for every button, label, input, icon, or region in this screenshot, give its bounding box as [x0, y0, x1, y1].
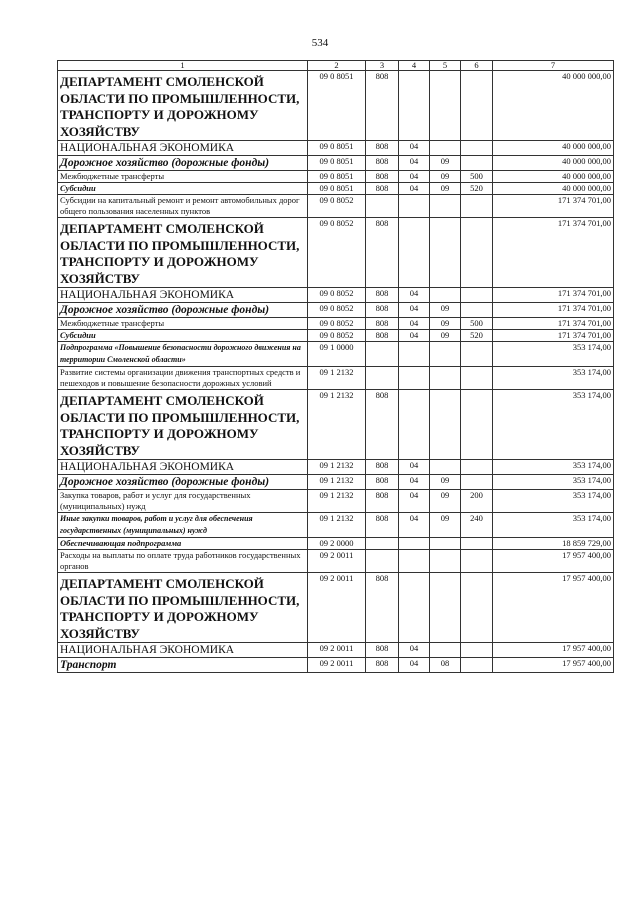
- row-amount-cell: 353 174,00: [493, 460, 614, 475]
- row-amount-cell: 40 000 000,00: [493, 183, 614, 195]
- row-col3-cell: 808: [366, 218, 399, 288]
- row-col4-cell: 04: [399, 475, 430, 490]
- row-col3-cell: 808: [366, 658, 399, 673]
- row-name-cell: Обеспечивающая подпрограмма: [58, 538, 308, 550]
- row-name-cell: Развитие системы организации движения транспортных средств и пешеходов и повышение безопасности дорожных условий: [58, 367, 308, 390]
- row-col4-cell: 04: [399, 303, 430, 318]
- row-name-cell: НАЦИОНАЛЬНАЯ ЭКОНОМИКА: [58, 460, 308, 475]
- row-col6-cell: [461, 141, 493, 156]
- row-name-cell: Подпрограмма «Повышение безопасности дорожного движения на территории Смоленской области»: [58, 342, 308, 367]
- row-col3-cell: 808: [366, 573, 399, 643]
- row-amount-cell: 353 174,00: [493, 513, 614, 538]
- col-header-3: 3: [366, 61, 399, 71]
- row-col6-cell: [461, 342, 493, 367]
- row-code-cell: 09 1 2132: [308, 475, 366, 490]
- row-code-cell: 09 0 8052: [308, 288, 366, 303]
- row-col4-cell: 04: [399, 171, 430, 183]
- row-code-cell: 09 2 0011: [308, 658, 366, 673]
- row-col6-cell: 500: [461, 318, 493, 330]
- row-code-cell: 09 1 0000: [308, 342, 366, 367]
- row-amount-cell: 40 000 000,00: [493, 141, 614, 156]
- row-col6-cell: [461, 475, 493, 490]
- table-row: [58, 342, 614, 367]
- row-col3-cell: 808: [366, 390, 399, 460]
- row-col4-cell: 04: [399, 318, 430, 330]
- row-col5-cell: 08: [430, 658, 461, 673]
- row-col3-cell: [366, 342, 399, 367]
- row-code-cell: 09 0 8051: [308, 156, 366, 171]
- row-col3-cell: 808: [366, 141, 399, 156]
- row-code-cell: 09 0 8051: [308, 141, 366, 156]
- row-code-cell: 09 0 8052: [308, 218, 366, 288]
- table-row: [58, 303, 614, 318]
- row-col4-cell: [399, 218, 430, 288]
- row-name-cell: ДЕПАРТАМЕНТ СМОЛЕНСКОЙ ОБЛАСТИ ПО ПРОМЫШЛЕННОСТИ, ТРАНСПОРТУ И ДОРОЖНОМУ ХОЗЯЙСТВУ: [58, 390, 308, 460]
- row-col4-cell: 04: [399, 288, 430, 303]
- table-row: [58, 141, 614, 156]
- table-body: [58, 71, 614, 673]
- header-row: [58, 61, 614, 71]
- row-col5-cell: [430, 550, 461, 573]
- row-col4-cell: 04: [399, 460, 430, 475]
- row-col5-cell: 09: [430, 475, 461, 490]
- row-col5-cell: 09: [430, 183, 461, 195]
- row-col6-cell: [461, 156, 493, 171]
- table-row: [58, 475, 614, 490]
- row-col3-cell: 808: [366, 513, 399, 538]
- row-col5-cell: 09: [430, 330, 461, 342]
- row-col5-cell: [430, 342, 461, 367]
- row-col5-cell: 09: [430, 513, 461, 538]
- row-col3-cell: 808: [366, 318, 399, 330]
- row-col3-cell: [366, 538, 399, 550]
- row-code-cell: 09 1 2132: [308, 390, 366, 460]
- row-col3-cell: 808: [366, 303, 399, 318]
- row-name-cell: Субсидии: [58, 183, 308, 195]
- row-name-cell: Расходы на выплаты по оплате труда работников государственных органов: [58, 550, 308, 573]
- row-col5-cell: [430, 218, 461, 288]
- row-col6-cell: 200: [461, 490, 493, 513]
- row-col4-cell: 04: [399, 643, 430, 658]
- row-amount-cell: 17 957 400,00: [493, 550, 614, 573]
- row-col4-cell: [399, 550, 430, 573]
- table-row: [58, 171, 614, 183]
- row-name-cell: Субсидии: [58, 330, 308, 342]
- row-name-cell: Дорожное хозяйство (дорожные фонды): [58, 303, 308, 318]
- row-col6-cell: [461, 643, 493, 658]
- table-row: [58, 318, 614, 330]
- table-row: [58, 490, 614, 513]
- row-amount-cell: 353 174,00: [493, 390, 614, 460]
- row-col3-cell: 808: [366, 71, 399, 141]
- row-name-cell: НАЦИОНАЛЬНАЯ ЭКОНОМИКА: [58, 643, 308, 658]
- row-amount-cell: 18 859 729,00: [493, 538, 614, 550]
- row-code-cell: 09 0 8052: [308, 195, 366, 218]
- col-header-1: 1: [58, 61, 308, 71]
- row-code-cell: 09 1 2132: [308, 367, 366, 390]
- row-amount-cell: 353 174,00: [493, 342, 614, 367]
- col-header-4: 4: [399, 61, 430, 71]
- row-col4-cell: 04: [399, 490, 430, 513]
- row-col3-cell: 808: [366, 475, 399, 490]
- row-col5-cell: [430, 195, 461, 218]
- row-col6-cell: [461, 195, 493, 218]
- row-col3-cell: 808: [366, 183, 399, 195]
- row-name-cell: Межбюджетные трансферты: [58, 171, 308, 183]
- row-code-cell: 09 2 0011: [308, 550, 366, 573]
- row-amount-cell: 17 957 400,00: [493, 643, 614, 658]
- row-amount-cell: 171 374 701,00: [493, 303, 614, 318]
- row-col3-cell: 808: [366, 156, 399, 171]
- row-col4-cell: [399, 71, 430, 141]
- row-col6-cell: [461, 288, 493, 303]
- row-amount-cell: 171 374 701,00: [493, 218, 614, 288]
- row-col4-cell: [399, 538, 430, 550]
- table-row: [58, 195, 614, 218]
- table-row: [58, 460, 614, 475]
- row-name-cell: НАЦИОНАЛЬНАЯ ЭКОНОМИКА: [58, 288, 308, 303]
- row-col4-cell: 04: [399, 156, 430, 171]
- row-col5-cell: [430, 141, 461, 156]
- page-number: 534: [311, 37, 329, 49]
- row-name-cell: ДЕПАРТАМЕНТ СМОЛЕНСКОЙ ОБЛАСТИ ПО ПРОМЫШЛЕННОСТИ, ТРАНСПОРТУ И ДОРОЖНОМУ ХОЗЯЙСТВУ: [58, 573, 308, 643]
- row-col5-cell: [430, 573, 461, 643]
- budget-table: [57, 60, 614, 673]
- table-row: [58, 573, 614, 643]
- row-name-cell: Транспорт: [58, 658, 308, 673]
- row-col6-cell: 520: [461, 330, 493, 342]
- col-header-7: 7: [493, 61, 614, 71]
- row-code-cell: 09 2 0011: [308, 643, 366, 658]
- row-code-cell: 09 2 0011: [308, 573, 366, 643]
- row-code-cell: 09 0 8052: [308, 330, 366, 342]
- row-col5-cell: 09: [430, 156, 461, 171]
- table-row: [58, 538, 614, 550]
- row-code-cell: 09 0 8051: [308, 183, 366, 195]
- row-col6-cell: [461, 658, 493, 673]
- row-col3-cell: 808: [366, 171, 399, 183]
- table-row: [58, 367, 614, 390]
- table-row: [58, 183, 614, 195]
- row-col5-cell: [430, 367, 461, 390]
- row-name-cell: Дорожное хозяйство (дорожные фонды): [58, 156, 308, 171]
- col-header-2: 2: [308, 61, 366, 71]
- row-name-cell: Межбюджетные трансферты: [58, 318, 308, 330]
- row-code-cell: 09 0 8052: [308, 318, 366, 330]
- row-code-cell: 09 0 8051: [308, 171, 366, 183]
- row-name-cell: ДЕПАРТАМЕНТ СМОЛЕНСКОЙ ОБЛАСТИ ПО ПРОМЫШЛЕННОСТИ, ТРАНСПОРТУ И ДОРОЖНОМУ ХОЗЯЙСТВУ: [58, 218, 308, 288]
- row-col3-cell: [366, 195, 399, 218]
- row-amount-cell: 40 000 000,00: [493, 71, 614, 141]
- row-col4-cell: [399, 390, 430, 460]
- table-row: [58, 71, 614, 141]
- row-col3-cell: 808: [366, 460, 399, 475]
- row-col6-cell: [461, 71, 493, 141]
- row-amount-cell: 171 374 701,00: [493, 288, 614, 303]
- row-col5-cell: [430, 538, 461, 550]
- row-col4-cell: [399, 342, 430, 367]
- row-code-cell: 09 0 8051: [308, 71, 366, 141]
- row-col5-cell: [430, 390, 461, 460]
- table-row: [58, 390, 614, 460]
- row-amount-cell: 17 957 400,00: [493, 658, 614, 673]
- row-amount-cell: 353 174,00: [493, 367, 614, 390]
- row-col6-cell: 500: [461, 171, 493, 183]
- row-col3-cell: 808: [366, 643, 399, 658]
- table-row: [58, 513, 614, 538]
- row-amount-cell: 17 957 400,00: [493, 573, 614, 643]
- row-col5-cell: 09: [430, 303, 461, 318]
- row-col4-cell: [399, 195, 430, 218]
- row-name-cell: Субсидии на капитальный ремонт и ремонт автомобильных дорог общего пользования населенных пунктов: [58, 195, 308, 218]
- table-row: [58, 658, 614, 673]
- row-col6-cell: 240: [461, 513, 493, 538]
- row-col3-cell: 808: [366, 288, 399, 303]
- row-col5-cell: 09: [430, 318, 461, 330]
- row-name-cell: НАЦИОНАЛЬНАЯ ЭКОНОМИКА: [58, 141, 308, 156]
- row-col6-cell: [461, 303, 493, 318]
- row-col5-cell: [430, 288, 461, 303]
- table-row: [58, 288, 614, 303]
- row-col4-cell: 04: [399, 330, 430, 342]
- row-name-cell: ДЕПАРТАМЕНТ СМОЛЕНСКОЙ ОБЛАСТИ ПО ПРОМЫШЛЕННОСТИ, ТРАНСПОРТУ И ДОРОЖНОМУ ХОЗЯЙСТВУ: [58, 71, 308, 141]
- row-amount-cell: 40 000 000,00: [493, 171, 614, 183]
- table-row: [58, 550, 614, 573]
- row-col5-cell: 09: [430, 171, 461, 183]
- row-col4-cell: 04: [399, 183, 430, 195]
- row-col6-cell: 520: [461, 183, 493, 195]
- col-header-5: 5: [430, 61, 461, 71]
- row-col4-cell: 04: [399, 513, 430, 538]
- row-amount-cell: 353 174,00: [493, 490, 614, 513]
- row-amount-cell: 171 374 701,00: [493, 330, 614, 342]
- row-col6-cell: [461, 573, 493, 643]
- row-amount-cell: 171 374 701,00: [493, 318, 614, 330]
- row-col3-cell: 808: [366, 330, 399, 342]
- row-col3-cell: 808: [366, 490, 399, 513]
- row-col4-cell: 04: [399, 658, 430, 673]
- row-col4-cell: [399, 367, 430, 390]
- row-code-cell: 09 1 2132: [308, 490, 366, 513]
- table-row: [58, 330, 614, 342]
- row-col5-cell: [430, 643, 461, 658]
- row-col4-cell: 04: [399, 141, 430, 156]
- row-code-cell: 09 0 8052: [308, 303, 366, 318]
- table-row: [58, 156, 614, 171]
- row-name-cell: Иные закупки товаров, работ и услуг для обеспечения государственных (муниципальных) нужд: [58, 513, 308, 538]
- row-amount-cell: 40 000 000,00: [493, 156, 614, 171]
- row-col6-cell: [461, 367, 493, 390]
- row-col6-cell: [461, 390, 493, 460]
- row-name-cell: Дорожное хозяйство (дорожные фонды): [58, 475, 308, 490]
- row-col6-cell: [461, 538, 493, 550]
- row-amount-cell: 171 374 701,00: [493, 195, 614, 218]
- row-col6-cell: [461, 460, 493, 475]
- row-col3-cell: [366, 367, 399, 390]
- row-col3-cell: [366, 550, 399, 573]
- row-name-cell: Закупка товаров, работ и услуг для государственных (муниципальных) нужд: [58, 490, 308, 513]
- row-col5-cell: [430, 460, 461, 475]
- row-amount-cell: 353 174,00: [493, 475, 614, 490]
- col-header-6: 6: [461, 61, 493, 71]
- row-col5-cell: 09: [430, 490, 461, 513]
- table-row: [58, 643, 614, 658]
- row-col4-cell: [399, 573, 430, 643]
- row-code-cell: 09 1 2132: [308, 513, 366, 538]
- row-col6-cell: [461, 550, 493, 573]
- row-col5-cell: [430, 71, 461, 141]
- table-row: [58, 218, 614, 288]
- row-code-cell: 09 2 0000: [308, 538, 366, 550]
- row-code-cell: 09 1 2132: [308, 460, 366, 475]
- row-col6-cell: [461, 218, 493, 288]
